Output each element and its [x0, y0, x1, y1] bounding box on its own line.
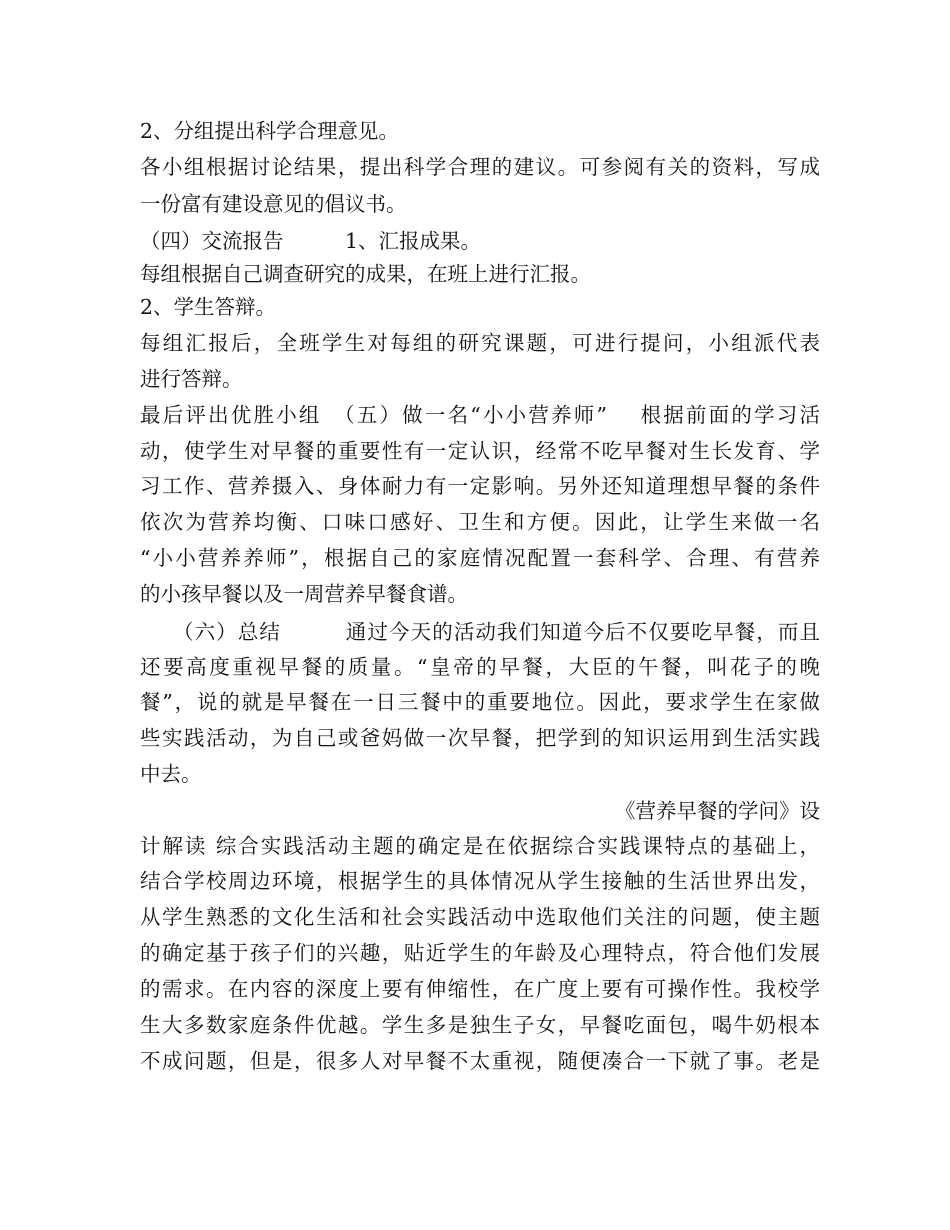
text-line: 2、学生答辩。 [140, 295, 277, 319]
text-line: （六）总结 通过今天的活动我们知道今后不仅要吃早餐，而且 [140, 620, 820, 644]
text-line: 生大多数家庭条件优越。学生多是独生子女，早餐吃面包，喝牛奶根本 [140, 1013, 820, 1037]
text-line: 结合学校周边环境，根据学生的具体情况从学生接触的生活世界出发， [140, 869, 820, 893]
text-line: （四）交流报告 1、汇报成果。 [140, 229, 482, 253]
text-line: 不成问题，但是，很多人对早餐不太重视，随便凑合一下就了事。老是 [140, 1049, 820, 1073]
text-line: 中去。 [140, 762, 202, 786]
text-line: 各小组根据讨论结果，提出科学合理的建议。可参阅有关的资料，写成 [140, 155, 820, 179]
text-line: 些实践活动，为自己或爸妈做一次早餐，把学到的知识运用到生活实践 [140, 726, 820, 750]
text-line: 的需求。在内容的深度上要有伸缩性，在广度上要有可操作性。我校学 [140, 977, 820, 1001]
text-line: 动，使学生对早餐的重要性有一定认识，经常不吃早餐对生长发育、学 [140, 439, 820, 463]
text-line: 的确定基于孩子们的兴趣，贴近学生的年龄及心理特点，符合他们发展 [140, 941, 820, 965]
text-line: 2、分组提出科学合理意见。 [140, 119, 400, 143]
text-line: 一份富有建设意见的倡议书。 [140, 192, 407, 216]
text-line: 每组汇报后，全班学生对每组的研究课题，可进行提问，小组派代表 [140, 331, 820, 355]
text-line: 餐”，说的就是早餐在一日三餐中的重要地位。因此，要求学生在家做 [140, 690, 820, 714]
text-line: 还要高度重视早餐的质量。“皇帝的早餐，大臣的午餐，叫花子的晚 [140, 655, 820, 679]
text-line: 计解读 综合实践活动主题的确定是在依据综合实践课特点的基础上， [140, 834, 820, 858]
text-line: 习工作、营养摄入、身体耐力有一定影响。另外还知道理想早餐的条件 [140, 474, 820, 498]
text-line: 最后评出优胜小组 （五）做一名“小小营养师” 根据前面的学习活 [140, 403, 820, 427]
section-title-line: 《营养早餐的学问》设 [615, 799, 820, 823]
text-line: 依次为营养均衡、口味口感好、卫生和方便。因此，让学生来做一名 [140, 510, 820, 534]
text-line: “小小营养养师”，根据自己的家庭情况配置一套科学、合理、有营养 [140, 546, 820, 570]
text-line: 每组根据自己调查研究的成果，在班上进行汇报。 [140, 262, 591, 286]
text-line: 的小孩早餐以及一周营养早餐食谱。 [140, 582, 468, 606]
text-line: 从学生熟悉的文化生活和社会实践活动中选取他们关注的问题，使主题 [140, 905, 820, 929]
text-line: 进行答辩。 [140, 367, 243, 391]
